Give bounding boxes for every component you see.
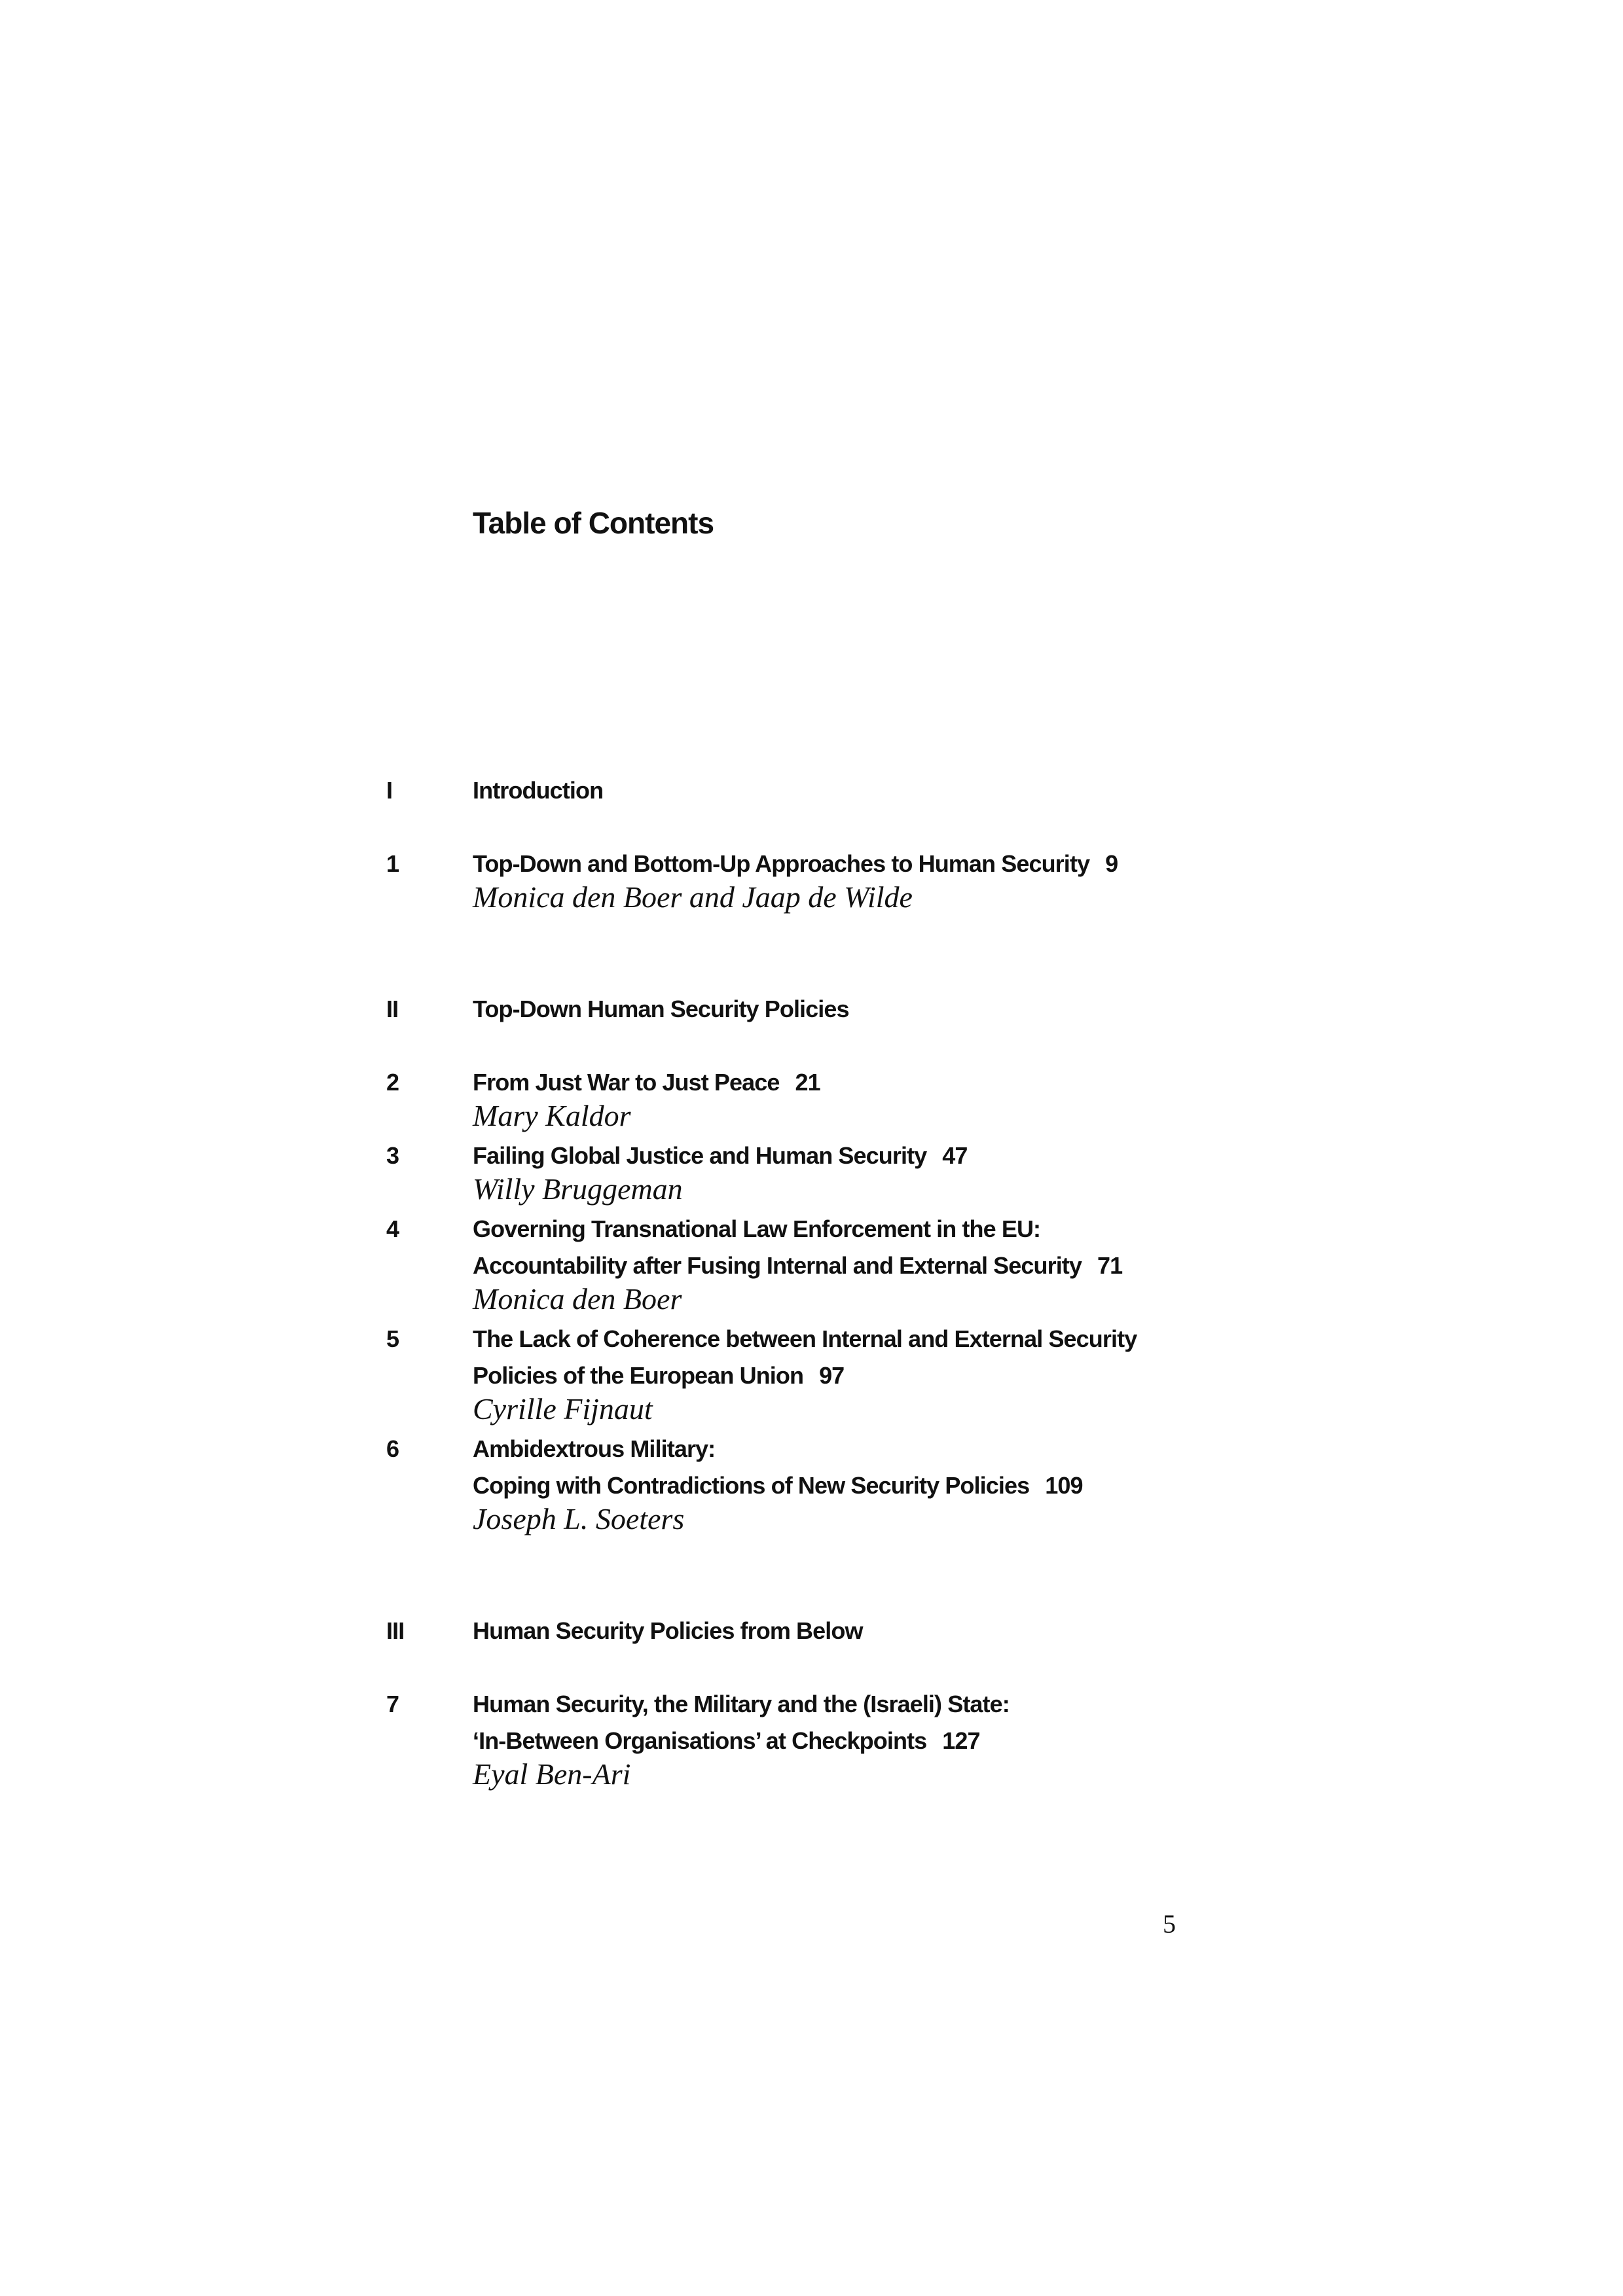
chapter-title-text: Coping with Contradictions of New Security Policies: [473, 1472, 1030, 1499]
chapter-number: 6: [386, 1435, 399, 1462]
chapter-title-text: Accountability after Fusing Internal and External Security: [473, 1252, 1082, 1279]
chapter-number: 1: [386, 850, 399, 877]
chapter-title-text: From Just War to Just Peace: [473, 1069, 780, 1096]
page-number: 5: [1163, 1909, 1176, 1939]
chapter-page-number: 21: [795, 1069, 820, 1096]
chapter-title-text: Policies of the European Union: [473, 1362, 804, 1389]
chapter-page-number: 47: [942, 1142, 968, 1169]
chapter-number: 2: [386, 1069, 399, 1096]
chapter-number: 5: [386, 1325, 399, 1352]
chapter-title-line: [473, 1364, 844, 1388]
part-title: Top-Down Human Security Policies: [473, 996, 849, 1022]
page-title: Table of Contents: [473, 506, 714, 540]
chapter-title-line: [473, 1729, 980, 1753]
chapter-title-line: [473, 1144, 968, 1168]
chapter-page-number: 71: [1097, 1252, 1123, 1279]
chapter-author: Mary Kaldor: [473, 1099, 631, 1132]
chapter-title-line: Ambidextrous Military:: [473, 1435, 716, 1462]
part-numeral: I: [386, 777, 393, 804]
chapter-title-line: The Lack of Coherence between Internal and External Security: [473, 1325, 1137, 1352]
chapter-title-line: Human Security, the Military and the (Israeli) State:: [473, 1691, 1010, 1717]
chapter-page-number: 9: [1105, 850, 1118, 877]
chapter-title-line: [473, 1474, 1083, 1498]
chapter-page-number: 109: [1045, 1472, 1083, 1499]
chapter-author: Joseph L. Soeters: [473, 1502, 685, 1535]
chapter-title-line: Governing Transnational Law Enforcement in the EU:: [473, 1215, 1041, 1242]
chapter-title-text: ‘In-Between Organisations’ at Checkpoints: [473, 1727, 927, 1754]
chapter-title-line: [473, 852, 1118, 876]
chapter-author: Cyrille Fijnaut: [473, 1392, 653, 1426]
chapter-page-number: 127: [942, 1727, 980, 1754]
chapter-title-line: [473, 1071, 820, 1094]
chapter-author: Monica den Boer: [473, 1282, 682, 1316]
chapter-author: Monica den Boer and Jaap de Wilde: [473, 880, 913, 914]
part-numeral: II: [386, 996, 399, 1022]
chapter-number: 7: [386, 1691, 399, 1717]
chapter-page-number: 97: [819, 1362, 845, 1389]
chapter-number: 3: [386, 1142, 399, 1169]
part-title: Introduction: [473, 777, 604, 804]
chapter-author: Eyal Ben-Ari: [473, 1757, 631, 1791]
part-numeral: III: [386, 1617, 405, 1644]
chapter-author: Willy Bruggeman: [473, 1172, 683, 1206]
chapter-title-line: [473, 1254, 1122, 1278]
chapter-number: 4: [386, 1215, 399, 1242]
part-title: Human Security Policies from Below: [473, 1617, 863, 1644]
chapter-title-text: Failing Global Justice and Human Security: [473, 1142, 927, 1169]
chapter-title-text: Top-Down and Bottom-Up Approaches to Human Security: [473, 850, 1090, 877]
